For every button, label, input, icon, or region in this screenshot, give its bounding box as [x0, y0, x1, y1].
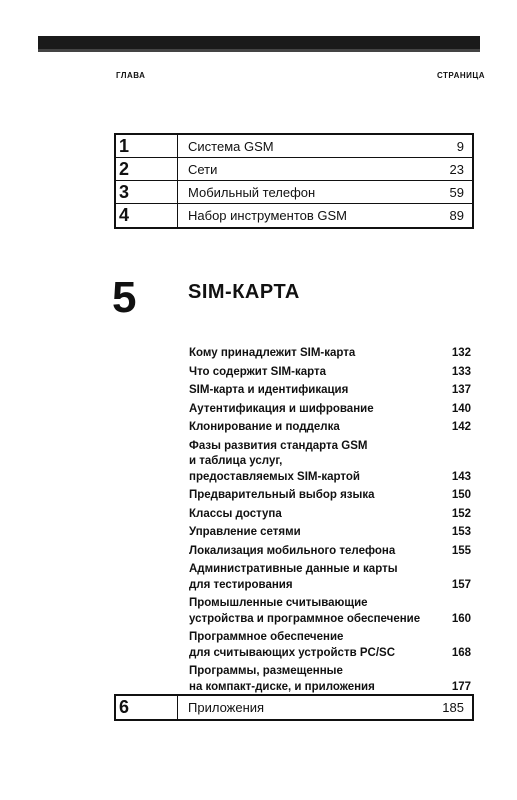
subsection-item[interactable] — [189, 525, 471, 541]
toc-top-table — [114, 133, 474, 229]
toc-row[interactable] — [116, 204, 472, 227]
subsection-title: Предварительный выбор языка — [189, 489, 375, 501]
subsection-title-line: на компакт-диске, и приложения — [189, 680, 375, 693]
toc-chapter-title: Система GSM — [188, 138, 274, 154]
subsection-page: 140 — [451, 402, 471, 415]
subsection-page: 157 — [451, 578, 471, 591]
chapter-column-header: ГЛАВА — [116, 71, 146, 80]
subsection-title-line: устройства и программное обеспечение — [189, 612, 421, 625]
toc-row[interactable] — [116, 135, 472, 158]
toc-chapter-title: Сети — [188, 161, 218, 177]
toc-chapter-number: 2 — [116, 158, 178, 180]
subsection-list — [189, 346, 471, 698]
toc-page-number: 89 — [449, 208, 464, 223]
toc-chapter-number: 6 — [116, 696, 178, 719]
subsection-title: Клонирование и подделка — [189, 421, 340, 433]
subsection-page: 155 — [451, 544, 471, 557]
page-column-header: СТРАНИЦА — [436, 71, 485, 80]
subsection-page: 142 — [451, 421, 471, 433]
toc-page-number: 59 — [449, 184, 464, 200]
subsection-item[interactable] — [189, 420, 471, 436]
toc-row[interactable] — [116, 158, 472, 181]
subsection-item[interactable] — [189, 664, 471, 695]
toc-row[interactable] — [116, 696, 472, 719]
subsection-item[interactable] — [189, 630, 471, 661]
subsection-title: Классы доступа — [189, 507, 282, 520]
subsection-page: 177 — [451, 680, 471, 693]
subsection-page: 143 — [451, 470, 471, 483]
subsection-title-line: для тестирования — [189, 578, 293, 591]
subsection-title: Управление сетями — [189, 526, 301, 538]
subsection-title: Аутентификация и шифрование — [189, 402, 374, 415]
toc-page-number: 185 — [442, 700, 464, 715]
subsection-title-line: предоставляемых SIM-картой — [189, 470, 360, 483]
toc-chapter-title: Мобильный телефон — [188, 184, 316, 200]
subsection-item[interactable] — [189, 365, 471, 381]
current-chapter-number: 5 — [112, 273, 137, 322]
toc-page-number: 23 — [449, 161, 464, 177]
subsection-item[interactable] — [189, 507, 471, 523]
subsection-title-line: Программное обеспечение — [189, 631, 344, 643]
subsection-page: 137 — [451, 384, 471, 396]
toc-chapter-title: Набор инструментов GSM — [188, 208, 347, 223]
toc-chapter-title: Приложения — [188, 700, 265, 715]
toc-page-number: 9 — [456, 138, 464, 154]
subsection-item[interactable] — [189, 402, 471, 418]
subsection-item[interactable] — [189, 346, 471, 362]
subsection-page: 133 — [451, 365, 471, 378]
subsection-item[interactable] — [189, 439, 471, 486]
subsection-page: 160 — [451, 612, 471, 625]
subsection-title-line: и таблица услуг, — [189, 455, 283, 467]
subsection-title: Кому принадлежит SIM-карта — [189, 347, 356, 359]
current-chapter-title: SIM-КАРТА — [188, 281, 300, 303]
toc-chapter-number: 1 — [116, 135, 178, 157]
subsection-title-line: Программы, размещенные — [189, 665, 343, 677]
toc-chapter-number: 4 — [116, 204, 178, 227]
toc-chapter-number: 3 — [116, 181, 178, 203]
subsection-title-line: для считывающих устройств PC/SC — [189, 646, 396, 659]
toc-bottom-table — [114, 694, 474, 721]
subsection-item[interactable] — [189, 596, 471, 627]
subsection-item[interactable] — [189, 488, 471, 504]
subsection-page: 153 — [451, 526, 471, 538]
subsection-title-line: Административные данные и карты — [189, 563, 398, 575]
subsection-page: 168 — [451, 646, 471, 659]
subsection-item[interactable] — [189, 544, 471, 560]
subsection-title: SIM-карта и идентификация — [189, 384, 349, 396]
subsection-item[interactable] — [189, 562, 471, 593]
subsection-title: Что содержит SIM-карта — [189, 365, 326, 378]
subsection-page: 132 — [451, 347, 471, 359]
subsection-title-line: Фазы развития стандарта GSM — [189, 439, 368, 452]
subsection-title: Локализация мобильного телефона — [189, 544, 396, 557]
subsection-item[interactable] — [189, 383, 471, 399]
subsection-page: 152 — [451, 507, 471, 520]
subsection-title-line: Промышленные считывающие — [189, 597, 368, 609]
top-decorative-bar — [38, 36, 480, 52]
subsection-page: 150 — [451, 489, 471, 501]
toc-row[interactable] — [116, 181, 472, 204]
